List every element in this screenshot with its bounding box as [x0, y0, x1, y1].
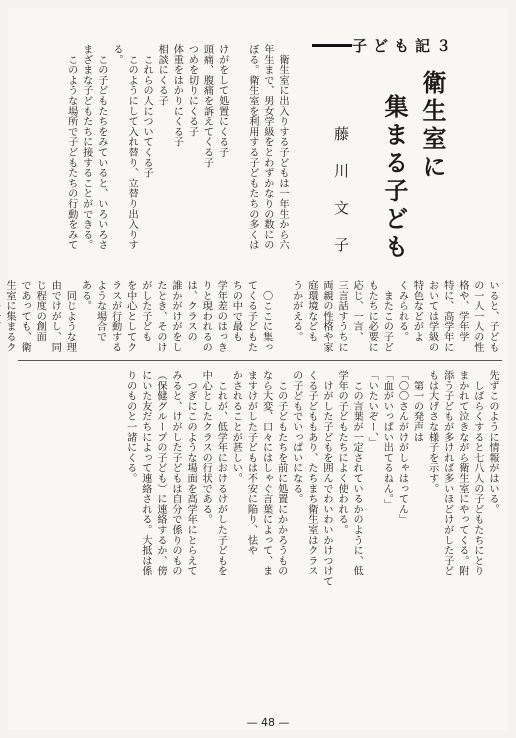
page	[4, 8, 508, 730]
column-top-left: 衛生室に出入りする子どもは一年生から六 年生まで、男女学級をとわずかなりの数にの ぼる。衛生室を利用する子どもたちの多くは けがをして処置にくる子 頭痛、腹痛を訴えてくる子 つめを切りにくる子 体重をはかりにくる子 相談にくる子 これらの人についてくる子 このようにして入れ替り、立替り出入りす る。 この子どもたちをみていると、いろいろさ まざまな子どもたちに接することができる。 このような場所で子どもたちの行動をみて	[65, 44, 288, 250]
series-label: 子ども記３	[352, 37, 458, 55]
column-bottom: 先ずこのように情報がはいる。 しばらくすると七八人の子どもたちにとり まかれて泣きながら衛生室にやってくる。附 添う子どもが多ければ多いほどけがした子ど もは大げさな様子を示す。 第一の発声は 「〇〇さんがけがしゃはってん」 「血がいっぱい出てるねん。」 「いたいぞー、」 この言葉が一定されているかのように、低 学年の子どもたちによく使われる。 けがした子どもを囲んでわいわいかけつけて くる子どももあり、たちまち衛生室はクラス の子どもでいっぱいになる。 この子どもたちを前に処置にかかろうもの なら大変、口々にはしゃぐ言葉によって、ま ますけがした子どもは不安に陥り、怯や かされることが甚しい。 これが、低学年におけるけがした子どもを 中心としたクラスの行状である。 つぎにこのような場面を高学年にとらえて みると、けがした子どもは自分で係りのもの （保健グループの子ども）に連絡するか、傍 にいた友だちによって連絡される。大抵は係 りのものと一諸にくる。	[124, 370, 498, 587]
title-line-2: 集まる子ども	[380, 94, 409, 262]
header-bar	[312, 44, 352, 47]
title-line-1: 衛生室に	[418, 70, 447, 182]
page-number: — 48 —	[246, 716, 290, 729]
column-divider	[18, 360, 502, 361]
author: 藤川文子	[332, 126, 350, 274]
column-top-right: いると、子どもの一人一人の性格や、学年学 特に、高学年においては学級の特色などがよ くみられる。 またこの子どもたちに必要に応じ、一言、 三言話すうちに両親の性格や家庭環境なども うかがえる。 〇ここに集ってくる子どもたちの中で最も 学年差のはっきりと現われるのは、クラスの 誰かがけがをしたとき、そのけがした子ども を中心としてクラスが行動するような場合で ある。 同じような理由でけがし、同じ程度の創面 であっても、衛生室に集まるク	[4, 280, 498, 353]
